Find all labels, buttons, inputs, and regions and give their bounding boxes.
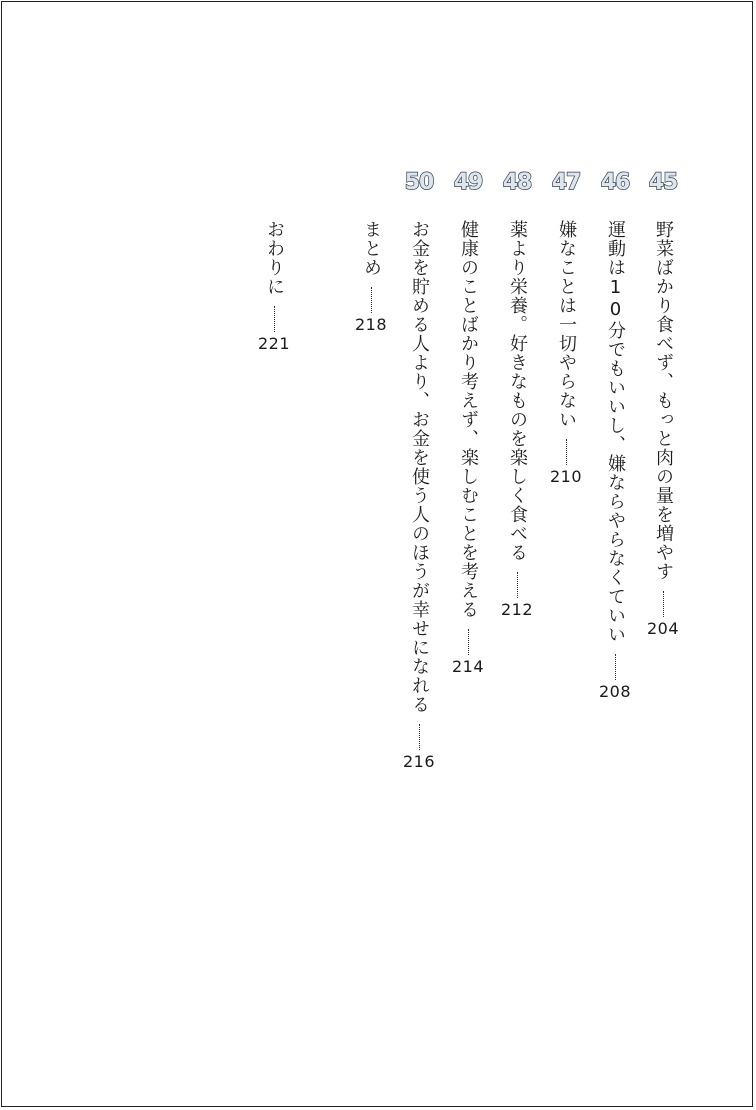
leader-dots: [615, 654, 616, 680]
toc-entry-46: [595, 170, 635, 830]
entry-title: 薬より栄養。好きなものを楽しく食べる: [507, 220, 528, 562]
entry-page: 216: [402, 752, 436, 771]
entry-number: 46: [600, 170, 630, 195]
leader-dots: [419, 724, 420, 750]
leader-dots: [274, 306, 275, 332]
entry-page: 204: [646, 619, 680, 638]
entry-number: 45: [648, 170, 678, 195]
entry-number: 47: [551, 170, 581, 195]
entry-number: 48: [502, 170, 532, 195]
entry-page: 212: [500, 600, 534, 619]
entry-title: 嫌なことは一切やらない: [556, 220, 577, 429]
leader-dots: [468, 629, 469, 655]
toc-entry-afterword: [254, 170, 294, 830]
entry-title: 運動は10分でもいいし、嫌ならやらなくていい: [605, 220, 626, 644]
entry-page: 214: [451, 657, 485, 676]
entry-number: 49: [453, 170, 483, 195]
toc-entry-45: [643, 170, 683, 830]
entry-title: 野菜ばかり食べず、もっと肉の量を増やす: [653, 220, 674, 581]
toc-entry-48: [497, 170, 537, 830]
entry-title: まとめ: [361, 220, 382, 277]
entry-title: お金を貯める人より、お金を使う人のほうが幸せになれる: [409, 220, 430, 714]
leader-dots: [517, 572, 518, 598]
entry-number: 50: [404, 170, 434, 195]
entry-page: 208: [598, 682, 632, 701]
entry-title: おわりに: [264, 220, 285, 296]
toc-entry-50: [399, 170, 439, 830]
entry-page: 210: [549, 467, 583, 486]
entry-page: 218: [354, 315, 388, 334]
toc-entry-49: [448, 170, 488, 830]
leader-dots: [566, 439, 567, 465]
toc-entry-47: [546, 170, 586, 830]
entry-page: 221: [257, 334, 291, 353]
toc-entry-summary: [351, 170, 391, 830]
entry-title: 健康のことばかり考えず、楽しむことを考える: [458, 220, 479, 619]
leader-dots: [371, 287, 372, 313]
leader-dots: [663, 591, 664, 617]
